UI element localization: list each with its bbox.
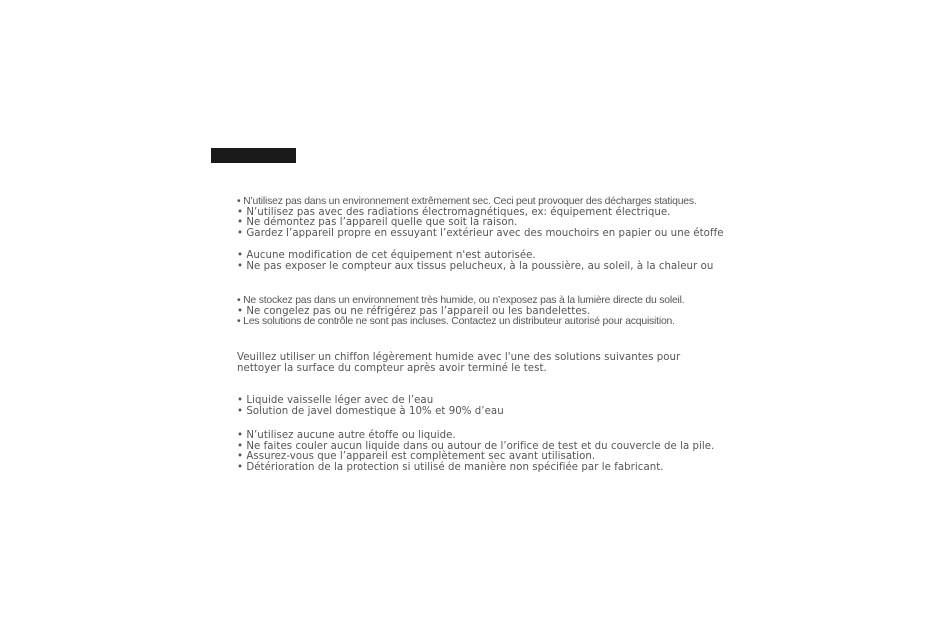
precautions-storage-list — [237, 296, 684, 328]
list-item: • Gardez l’appareil propre en essuyant l’extérieur avec des mouchoirs en papier ou une étoffe — [237, 227, 724, 239]
list-item: • Liquide vaisselle léger avec de l’eau — [237, 395, 434, 406]
list-item: • Assurez-vous que l’appareil est complètement sec avant utilisation. — [237, 451, 596, 463]
list-item: • N’utilisez pas avec des radiations électromagnétiques, ex: équipement électrique. — [237, 206, 671, 218]
list-item: • Aucune modification de cet équipement n'est autorisée. — [237, 250, 536, 261]
cleaning-warnings-list — [237, 431, 714, 473]
list-item: • Ne démontez pas l’appareil quelle que soit la raison. — [237, 217, 518, 229]
list-item: • N’utilisez aucune autre étoffe ou liquide. — [237, 430, 456, 441]
cleaning-solutions-list — [237, 396, 504, 417]
list-item: • Les solutions de contrôle ne sont pas incluses. Contactez un distributeur autorisé pour acquisition. — [237, 316, 675, 328]
cleaning-instructions-paragraph — [237, 353, 680, 374]
paragraph-line: nettoyer la surface du compteur après avoir terminé le test. — [237, 362, 547, 374]
list-item: • Ne stockez pas dans un environnement très humide, ou n’exposez pas à la lumière directe du soleil. — [237, 295, 685, 306]
list-item: • Ne pas exposer le compteur aux tissus pelucheux, à la poussière, au soleil, à la chaleur ou — [237, 260, 714, 272]
paragraph-line: Veuillez utiliser un chiffon légèrement humide avec l'une des solutions suivantes pour — [237, 352, 681, 363]
list-item: • N’utilisez pas dans un environnement extrêmement sec. Ceci peut provoquer des décharges statiques. — [237, 196, 697, 207]
list-item: • Solution de javel domestique à 10% et 90% d’eau — [237, 405, 504, 417]
list-item: • Détérioration de la protection si utilisé de manière non spécifiée par le fabricant. — [237, 461, 664, 473]
list-item: • Ne congelez pas ou ne réfrigérez pas l’appareil ou les bandelettes. — [237, 305, 591, 317]
section-header-bar — [211, 148, 296, 163]
precautions-usage-list — [237, 197, 724, 239]
list-item: • Ne faites couler aucun liquide dans ou autour de l’orifice de test et du couvercle de la pile. — [237, 440, 715, 452]
precautions-modification-list — [237, 251, 713, 272]
